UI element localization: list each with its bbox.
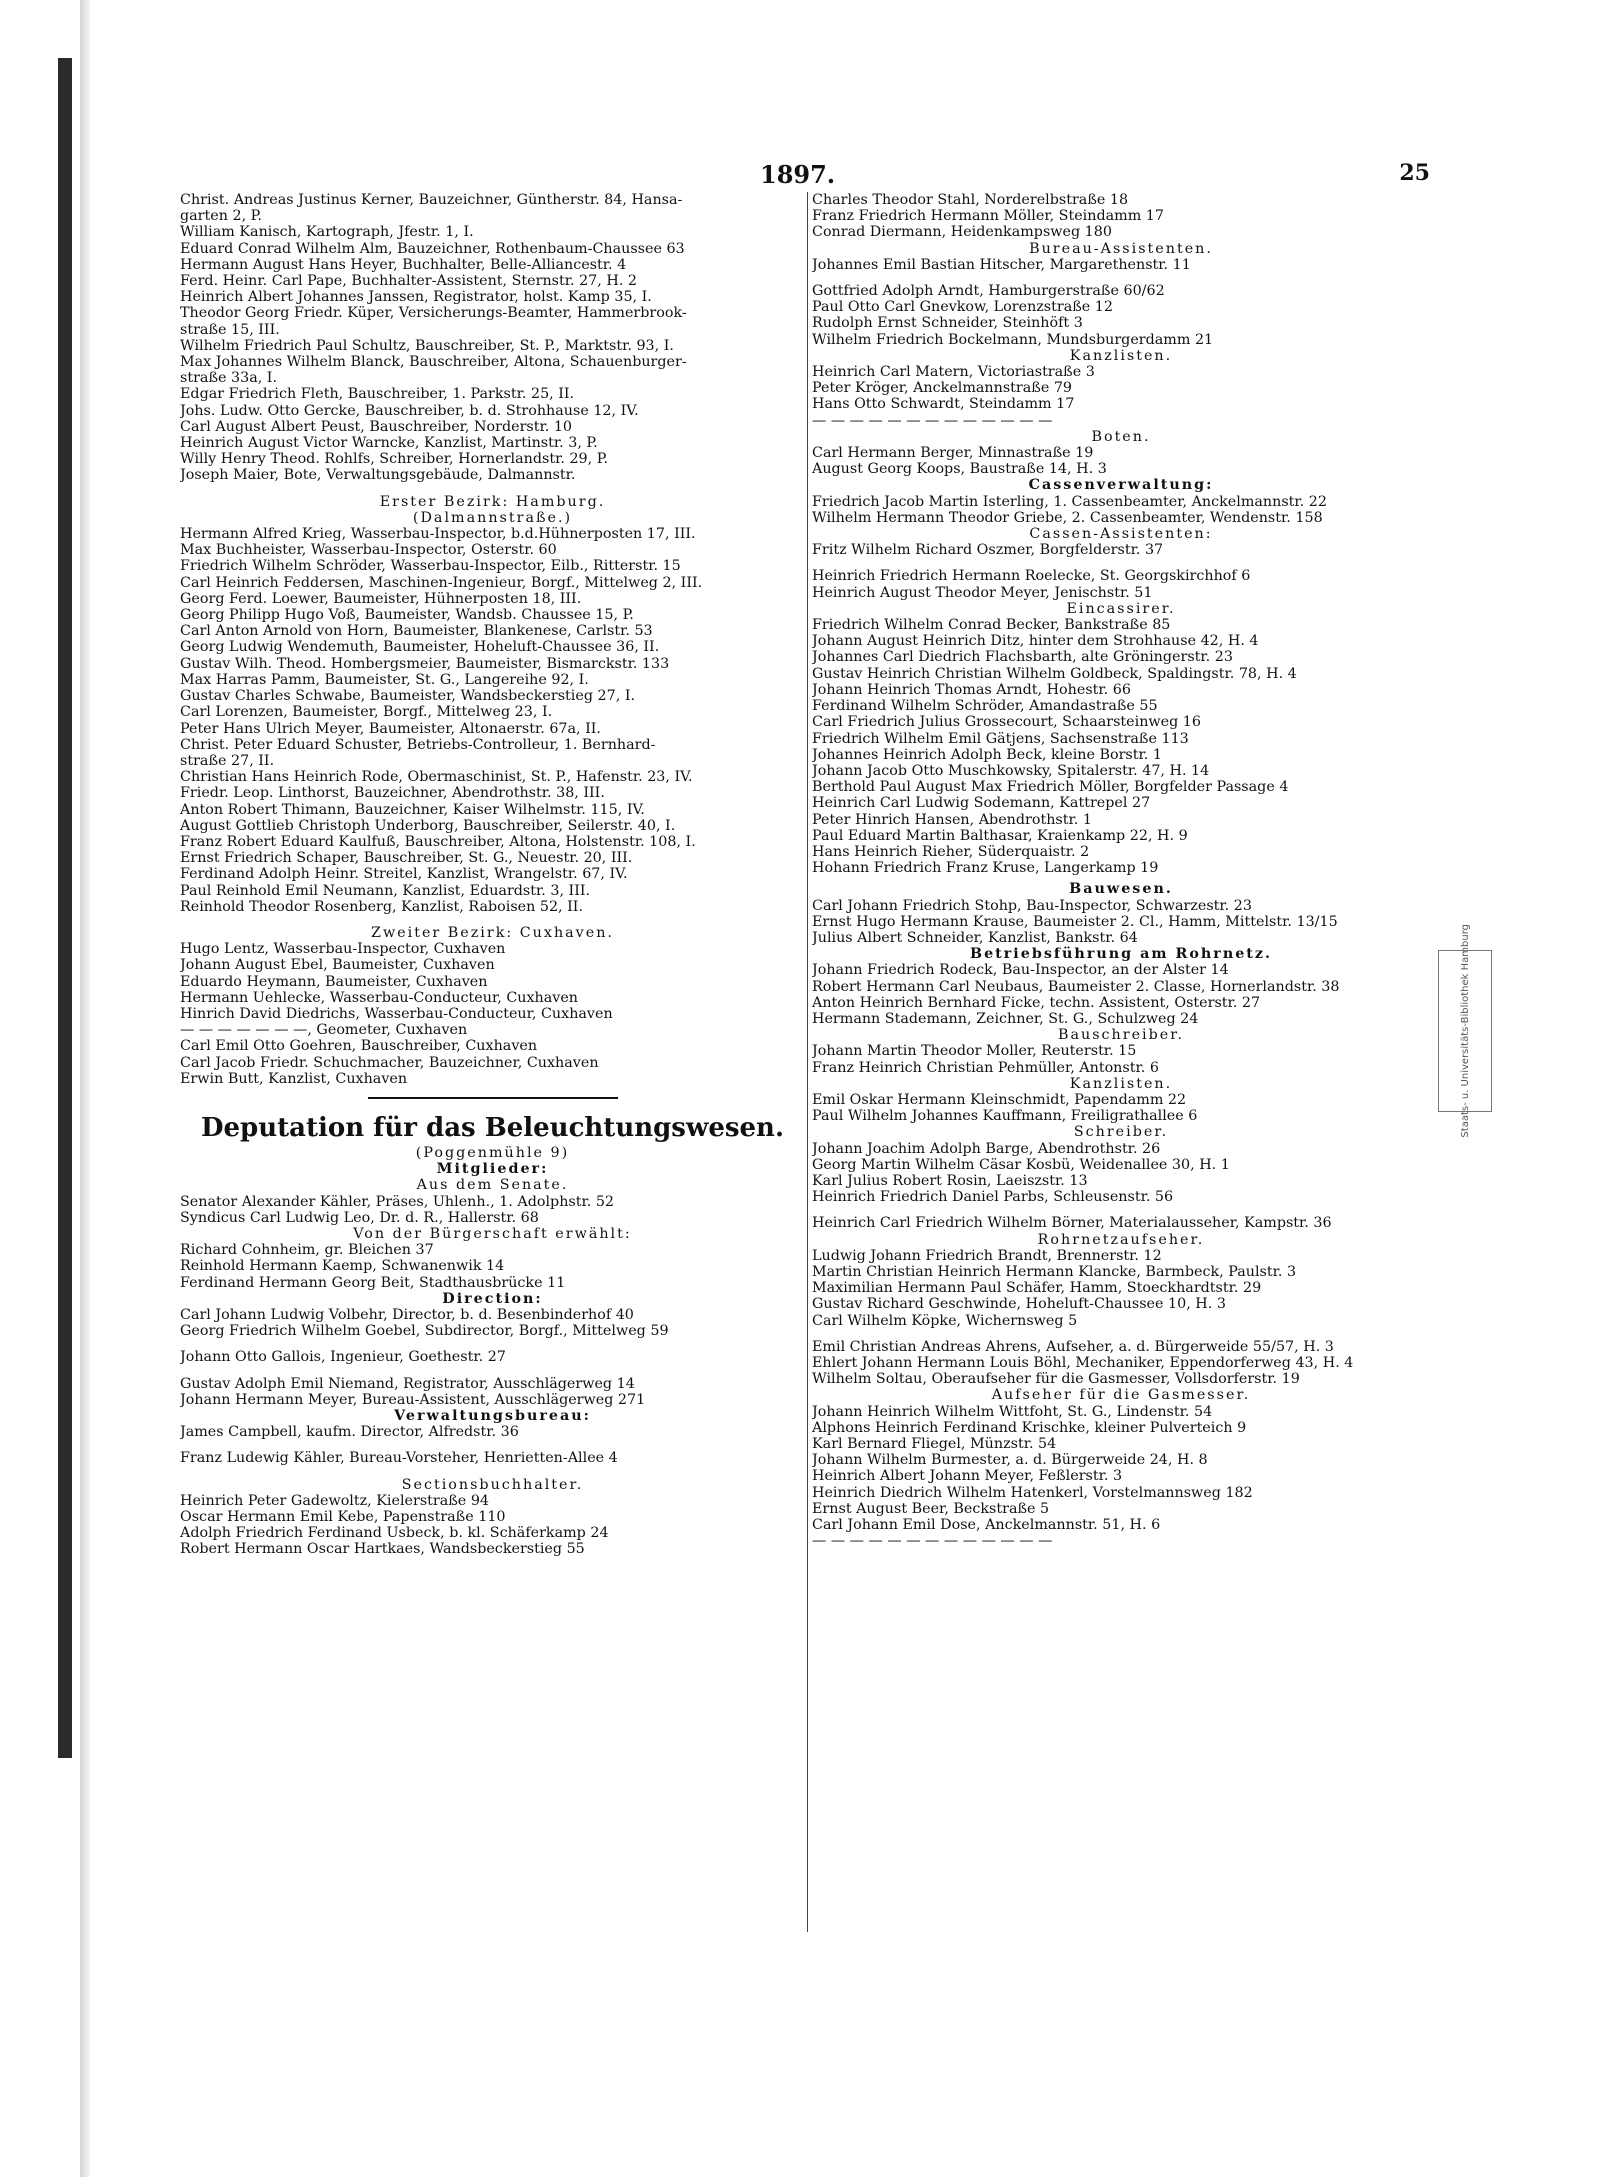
directory-entry: Carl Johann Friedrich Stohp, Bau-Inspector, Schwarzestr. 23	[812, 897, 1252, 914]
directory-entry: Wilhelm Friedrich Paul Schultz, Bauschreiber, St. P., Marktstr. 93, I.	[180, 337, 674, 354]
entry-group	[812, 962, 1430, 1027]
directory-entry: Hans Heinrich Rieher, Süderquaistr. 2	[812, 843, 1090, 860]
column-divider	[807, 192, 808, 1932]
section-heading	[180, 1408, 805, 1424]
directory-entry: Georg Ferd. Loewer, Baumeister, Hühnerposten 18, III.	[180, 590, 582, 607]
directory-entry: James Campbell, kaufm. Director, Alfredstr. 36	[180, 1424, 519, 1441]
section-heading	[812, 1076, 1430, 1092]
directory-entry: Richard Cohnheim, gr. Bleichen 37	[180, 1242, 434, 1259]
directory-entry: Wilhelm Soltau, Oberaufseher für die Gasmesser, Vollsdorferstr. 19	[812, 1371, 1300, 1388]
directory-entry: Johannes Emil Bastian Hitscher, Margarethenstr. 11	[812, 256, 1191, 273]
directory-entry: Ferdinand Hermann Georg Beit, Stadthausbrücke 11	[180, 1274, 566, 1291]
directory-entry: Friedrich Jacob Martin Isterling, 1. Cassenbeamter, Anckelmannstr. 22	[812, 493, 1327, 510]
directory-entry: Rudolph Ernst Schneider, Steinhöft 3	[812, 315, 1083, 332]
directory-entry: Ernst Friedrich Schaper, Bauschreiber, St. G., Neuestr. 20, III.	[180, 850, 633, 867]
directory-entry: Johann Heinrich Wilhelm Wittfoht, St. G., Lindenstr. 54	[812, 1403, 1213, 1420]
directory-entry: Robert Hermann Carl Neubaus, Baumeister 2. Classe, Hornerlandstr. 38	[812, 978, 1340, 995]
directory-entry: Gustav Heinrich Christian Wilhelm Goldbeck, Spaldingstr. 78, H. 4	[812, 665, 1297, 682]
section-heading-line: (Poggenmühle 9)	[415, 1144, 570, 1161]
directory-entry: — — — — — — — — — — — — —	[812, 412, 1053, 429]
page-year: 1897.	[760, 160, 836, 189]
directory-entry: Johannes Carl Diedrich Flachsbarth, alte Gröningerstr. 23	[812, 649, 1233, 666]
directory-entry: Anton Robert Thimann, Bauzeichner, Kaiser Wilhelmstr. 115, IV.	[180, 801, 645, 818]
directory-entry: Hinrich David Diedrichs, Wasserbau-Conducteur, Cuxhaven	[180, 1005, 613, 1022]
section-heading	[812, 348, 1430, 364]
directory-entry: Carl Lorenzen, Baumeister, Borgf., Mittelweg 23, I.	[180, 704, 553, 721]
directory-entry: Georg Martin Wilhelm Cäsar Kosbü, Weidenallee 30, H. 1	[812, 1156, 1230, 1173]
directory-entry: Ferd. Heinr. Carl Pape, Buchhalter-Assistent, Sternstr. 27, H. 2	[180, 273, 638, 290]
directory-entry: Edgar Friedrich Fleth, Bauschreiber, 1. Parkstr. 25, II.	[180, 386, 575, 403]
page-gutter	[80, 0, 90, 2177]
directory-entry: Oscar Hermann Emil Kebe, Papenstraße 110	[180, 1509, 506, 1526]
directory-entry: — — — — — — —, Geometer, Cuxhaven	[180, 1022, 468, 1039]
directory-entry: Ernst August Beer, Beckstraße 5	[812, 1500, 1050, 1517]
section-heading	[812, 1124, 1430, 1140]
directory-entry: Theodor Georg Friedr. Küper, Versicherungs-Beamter, Hammerbrook-	[180, 305, 687, 322]
directory-entry: Gustav Wilh. Theod. Hombergsmeier, Baumeister, Bismarckstr. 133	[180, 655, 670, 672]
entry-group	[812, 445, 1430, 477]
directory-entry: Berthold Paul August Max Friedrich Möller, Borgfelder Passage 4	[812, 779, 1289, 796]
directory-entry: Gustav Richard Geschwinde, Hoheluft-Chaussee 10, H. 3	[812, 1296, 1226, 1313]
section-gap	[812, 1205, 1430, 1215]
directory-entry: Max Johannes Wilhelm Blanck, Bauschreiber, Altona, Schauenburger-	[180, 354, 687, 371]
directory-entry: Johann August Ebel, Baumeister, Cuxhaven	[180, 957, 495, 974]
entry-group	[812, 1043, 1430, 1075]
directory-entry: Heinrich Albert Johannes Janssen, Registrator, holst. Kamp 35, I.	[180, 289, 652, 306]
directory-entry: Peter Hinrich Hansen, Abendrothstr. 1	[812, 811, 1092, 828]
section-heading-line: Kanzlisten.	[1069, 347, 1173, 364]
entry-group	[812, 1339, 1430, 1388]
section-heading-line: Boten.	[1091, 428, 1151, 445]
entry-group	[180, 1349, 805, 1365]
directory-entry: Paul Wilhelm Johannes Kauffmann, Freiligrathallee 6	[812, 1108, 1198, 1125]
section-gap	[180, 915, 805, 925]
section-heading-line: Erster Bezirk: Hamburg.	[379, 493, 606, 510]
section-heading-line: Aufseher für die Gasmesser.	[991, 1387, 1251, 1404]
section-gap	[180, 484, 805, 494]
section-heading-line: Aus dem Senate.	[416, 1177, 569, 1194]
entry-group	[180, 1307, 805, 1339]
directory-page	[180, 160, 1430, 1960]
directory-entry: Johann Heinrich Thomas Arndt, Hohestr. 66	[812, 681, 1131, 698]
directory-entry: Christ. Andreas Justinus Kerner, Bauzeichner, Güntherstr. 84, Hansa-	[180, 192, 683, 208]
entry-group	[180, 1376, 805, 1408]
directory-entry: Alphons Heinrich Ferdinand Krischke, kleiner Pulverteich 9	[812, 1419, 1247, 1436]
section-heading-line: Bauwesen.	[1069, 881, 1173, 898]
directory-entry: Karl Bernard Fliegel, Münzstr. 54	[812, 1436, 1057, 1453]
entry-group	[812, 1141, 1430, 1206]
directory-entry: Julius Albert Schneider, Kanzlist, Bankstr. 64	[812, 929, 1138, 946]
directory-entry: Carl Wilhelm Köpke, Wichernsweg 5	[812, 1312, 1078, 1329]
section-heading-line: Bauschreiber.	[1057, 1027, 1185, 1044]
section-heading	[180, 925, 805, 941]
directory-entry: Heinrich Albert Johann Meyer, Feßlerstr. 3	[812, 1468, 1123, 1485]
directory-entry: straße 15, III.	[180, 321, 280, 338]
directory-entry: Hermann Stademann, Zeichner, St. G., Schulzweg 24	[812, 1010, 1199, 1027]
directory-entry: Johann Otto Gallois, Ingenieur, Goethestr. 27	[180, 1349, 506, 1366]
directory-entry: Heinrich Peter Gadewoltz, Kielerstraße 94	[180, 1492, 490, 1509]
section-heading-line: Von der Bürgerschaft erwählt:	[353, 1225, 632, 1242]
section-heading-line: Bureau-Assistenten.	[1029, 240, 1213, 257]
section-heading	[180, 1111, 805, 1145]
directory-entry: Charles Theodor Stahl, Norderelbstraße 18	[812, 192, 1129, 208]
directory-entry: Wilhelm Hermann Theodor Griebe, 2. Cassenbeamter, Wendenstr. 158	[812, 509, 1323, 526]
directory-entry: Reinhold Theodor Rosenberg, Kanzlist, Raboisen 52, II.	[180, 898, 583, 915]
section-gap	[180, 1440, 805, 1450]
directory-entry: Eduard Conrad Wilhelm Alm, Bauzeichner, Rothenbaum-Chaussee 63	[180, 240, 685, 257]
left-column	[180, 192, 805, 1558]
directory-entry: Heinrich August Victor Warncke, Kanzlist, Martinstr. 3, P.	[180, 435, 598, 452]
section-heading	[180, 1177, 805, 1193]
directory-entry: Ernst Hugo Hermann Krause, Baumeister 2. Cl., Hamm, Mittelstr. 13/15	[812, 913, 1338, 930]
directory-entry: garten 2, P.	[180, 208, 262, 225]
directory-entry: Friedrich Wilhelm Conrad Becker, Bankstraße 85	[812, 617, 1171, 634]
entry-group	[180, 192, 805, 484]
directory-entry: Adolph Friedrich Ferdinand Usbeck, b. kl. Schäferkamp 24	[180, 1525, 609, 1542]
section-heading	[812, 241, 1430, 257]
directory-entry: Gustav Charles Schwabe, Baumeister, Wandsbeckerstieg 27, I.	[180, 688, 636, 705]
directory-entry: Hermann August Hans Heyer, Buchhalter, Belle-Alliancestr. 4	[180, 256, 627, 273]
entry-group	[180, 1194, 805, 1226]
directory-entry: Carl Jacob Friedr. Schuchmacher, Bauzeichner, Cuxhaven	[180, 1054, 599, 1071]
directory-entry: Wilhelm Friedrich Bockelmann, Mundsburgerdamm 21	[812, 331, 1214, 348]
entry-group	[812, 617, 1430, 876]
section-heading-line: Zweiter Bezirk: Cuxhaven.	[371, 924, 614, 941]
section-heading-line: Sectionsbuchhalter.	[401, 1476, 584, 1493]
directory-entry: Hans Otto Schwardt, Steindamm 17	[812, 396, 1075, 413]
directory-entry: Georg Philipp Hugo Voß, Baumeister, Wandsb. Chaussee 15, P.	[180, 607, 634, 624]
section-heading	[812, 1232, 1430, 1248]
directory-entry: Peter Hans Ulrich Meyer, Baumeister, Altonaerstr. 67a, II.	[180, 720, 601, 737]
directory-entry: Ludwig Johann Friedrich Brandt, Brennerstr. 12	[812, 1247, 1162, 1264]
directory-entry: Heinrich Diedrich Wilhelm Hatenkerl, Vorstelmannsweg 182	[812, 1484, 1253, 1501]
entry-group	[180, 526, 805, 915]
section-heading-line: Direction:	[442, 1290, 543, 1307]
directory-entry: Emil Christian Andreas Ahrens, Aufseher, a. d. Bürgerweide 55/57, H. 3	[812, 1338, 1334, 1355]
directory-entry: Carl Johann Emil Dose, Anckelmannstr. 51, H. 6	[812, 1517, 1161, 1534]
directory-entry: Hohann Friedrich Franz Kruse, Langerkamp 19	[812, 860, 1159, 877]
directory-entry: Friedrich Wilhelm Schröder, Wasserbau-Inspector, Eilb., Ritterstr. 15	[180, 558, 681, 575]
directory-entry: Ehlert Johann Hermann Louis Böhl, Mechaniker, Eppendorferweg 43, H. 4	[812, 1355, 1354, 1372]
directory-entry: Carl Johann Ludwig Volbehr, Director, b. d. Besenbinderhof 40	[180, 1307, 634, 1323]
directory-entry: Johann Joachim Adolph Barge, Abendrothstr. 26	[812, 1140, 1161, 1157]
entry-group	[812, 1248, 1430, 1329]
directory-entry: Ferdinand Adolph Heinr. Streitel, Kanzlist, Wrangelstr. 67, IV.	[180, 866, 628, 883]
directory-entry: Heinrich Friedrich Hermann Roelecke, St. Georgskirchhof 6	[812, 568, 1251, 585]
directory-entry: August Gottlieb Christoph Underborg, Bauschreiber, Seilerstr. 40, I.	[180, 817, 676, 834]
section-heading-line: Betriebsführung am Rohrnetz.	[969, 946, 1273, 963]
section-heading-line: Cassen-Assistenten:	[1029, 526, 1213, 543]
directory-entry: Friedr. Leop. Linthorst, Bauzeichner, Abendrothstr. 38, III.	[180, 785, 605, 802]
directory-entry: Anton Heinrich Bernhard Ficke, techn. Assistent, Osterstr. 27	[812, 994, 1261, 1011]
entry-group	[180, 941, 805, 1087]
scan-edge	[58, 58, 72, 1758]
directory-entry: Christ. Peter Eduard Schuster, Betriebs-Controlleur, 1. Bernhard-	[180, 736, 656, 753]
library-stamp	[1438, 924, 1492, 1138]
directory-entry: Hermann Alfred Krieg, Wasserbau-Inspector, b.d.Hühnerposten 17, III.	[180, 526, 696, 543]
directory-entry: Senator Alexander Kähler, Präses, Uhlenh., 1. Adolphstr. 52	[180, 1193, 615, 1210]
entry-group	[812, 542, 1430, 558]
directory-entry: Max Buchheister, Wasserbau-Inspector, Osterstr. 60	[180, 542, 557, 559]
section-gap	[180, 1366, 805, 1376]
directory-entry: Johann August Heinrich Ditz, hinter dem Strohhause 42, H. 4	[812, 633, 1259, 650]
directory-entry: Martin Christian Heinrich Hermann Klancke, Barmbeck, Paulstr. 3	[812, 1264, 1297, 1280]
entry-group	[812, 898, 1430, 947]
directory-entry: William Kanisch, Kartograph, Jfestr. 1, I.	[180, 224, 474, 241]
section-heading-line: Eincassirer.	[1066, 600, 1176, 617]
deputation-title: Deputation für das Beleuchtungswesen.	[200, 1112, 785, 1143]
right-column	[812, 192, 1430, 1549]
entry-group	[812, 568, 1430, 600]
directory-entry: Friedrich Wilhelm Emil Gätjens, Sachsenstraße 113	[812, 730, 1189, 747]
directory-entry: Johann Friedrich Rodeck, Bau-Inspector, an der Alster 14	[812, 962, 1229, 979]
section-gap	[180, 1339, 805, 1349]
directory-entry: Paul Otto Carl Gnevkow, Lorenzstraße 12	[812, 299, 1113, 316]
entry-group	[812, 283, 1430, 348]
entry-group	[812, 192, 1430, 241]
directory-entry: straße 27, II.	[180, 752, 275, 769]
section-gap	[180, 1467, 805, 1477]
directory-entry: Carl August Albert Peust, Bauschreiber, Norderstr. 10	[180, 418, 573, 435]
directory-entry: Johann Hermann Meyer, Bureau-Assistent, Ausschlägerweg 271	[180, 1391, 646, 1408]
directory-entry: Heinrich Carl Ludwig Sodemann, Kattrepel 27	[812, 795, 1151, 812]
directory-entry: Conrad Diermann, Heidenkampsweg 180	[812, 224, 1112, 241]
section-heading-line: (Dalmannstraße.)	[412, 509, 573, 526]
section-heading-line: Mitglieder:	[436, 1161, 549, 1178]
section-heading	[812, 601, 1430, 617]
directory-entry: Johann Wilhelm Burmester, a. d. Bürgerweide 24, H. 8	[812, 1452, 1208, 1469]
directory-entry: Maximilian Hermann Paul Schäfer, Hamm, Stoeckhardtstr. 29	[812, 1280, 1262, 1297]
entry-group	[812, 1092, 1430, 1124]
section-heading	[180, 1291, 805, 1307]
section-heading	[812, 1027, 1430, 1043]
section-heading-line: Verwaltungsbureau:	[394, 1408, 591, 1425]
section-heading	[180, 1145, 805, 1161]
directory-entry: Franz Friedrich Hermann Möller, Steindamm 17	[812, 208, 1164, 225]
section-heading	[180, 1161, 805, 1177]
directory-entry: Hugo Lentz, Wasserbau-Inspector, Cuxhaven	[180, 941, 506, 958]
directory-entry: Paul Eduard Martin Balthasar, Kraienkamp 22, H. 9	[812, 827, 1188, 844]
directory-entry: Franz Ludewig Kähler, Bureau-Vorsteher, Henrietten-Allee 4	[180, 1450, 618, 1467]
directory-entry: Heinrich Friedrich Daniel Parbs, Schleusenstr. 56	[812, 1189, 1174, 1206]
directory-entry: Syndicus Carl Ludwig Leo, Dr. d. R., Hallerstr. 68	[180, 1209, 539, 1226]
entry-group	[180, 1242, 805, 1291]
directory-entry: Heinrich Carl Friedrich Wilhelm Börner, Materialausseher, Kampstr. 36	[812, 1215, 1332, 1232]
entry-group	[180, 1450, 805, 1466]
directory-entry: Gustav Adolph Emil Niemand, Registrator, Ausschlägerweg 14	[180, 1375, 635, 1392]
directory-entry: Robert Hermann Oscar Hartkaes, Wandsbeckerstieg 55	[180, 1541, 585, 1558]
directory-entry: Carl Friedrich Julius Grossecourt, Schaarsteinweg 16	[812, 714, 1201, 731]
entry-group	[812, 257, 1430, 273]
section-gap	[812, 1329, 1430, 1339]
directory-entry: Eduardo Heymann, Baumeister, Cuxhaven	[180, 973, 488, 990]
directory-entry: Christian Hans Heinrich Rode, Obermaschinist, St. P., Hafenstr. 23, IV.	[180, 769, 693, 786]
page-header	[180, 160, 1430, 190]
entry-group	[812, 364, 1430, 429]
directory-entry: Willy Henry Theod. Rohlfs, Schreiber, Hornerlandstr. 29, P.	[180, 451, 608, 468]
directory-entry: Georg Friedrich Wilhelm Goebel, Subdirector, Borgf., Mittelweg 59	[180, 1323, 669, 1340]
section-rule	[368, 1097, 618, 1099]
directory-entry: Carl Hermann Berger, Minnastraße 19	[812, 445, 1094, 462]
section-heading-line: Rohrnetzaufseher.	[1037, 1231, 1205, 1248]
directory-entry: August Georg Koops, Baustraße 14, H. 3	[812, 461, 1107, 478]
directory-entry: Erwin Butt, Kanzlist, Cuxhaven	[180, 1070, 408, 1087]
directory-entry: Carl Anton Arnold von Horn, Baumeister, Blankenese, Carlstr. 53	[180, 623, 653, 640]
directory-entry: Johannes Heinrich Adolph Beck, kleine Borstr. 1	[812, 746, 1162, 763]
section-heading	[812, 1387, 1430, 1403]
section-heading	[180, 1477, 805, 1493]
directory-entry: straße 33a, I.	[180, 370, 277, 387]
directory-entry: Karl Julius Robert Rosin, Laeiszstr. 13	[812, 1172, 1088, 1189]
directory-entry: Ferdinand Wilhelm Schröder, Amandastraße 55	[812, 698, 1158, 715]
directory-entry: Johs. Ludw. Otto Gercke, Bauschreiber, b. d. Strohhause 12, IV.	[180, 402, 639, 419]
entry-group	[812, 1215, 1430, 1231]
directory-entry: Carl Emil Otto Goehren, Bauschreiber, Cuxhaven	[180, 1038, 538, 1055]
section-heading-line: Schreiber.	[1073, 1124, 1169, 1141]
directory-entry: Heinrich August Theodor Meyer, Jenischstr. 51	[812, 584, 1153, 601]
directory-entry: Reinhold Hermann Kaemp, Schwanenwik 14	[180, 1258, 505, 1275]
section-heading	[812, 429, 1430, 445]
library-stamp-text: Staats- u. Universitäts-Bibliothek Hamburg	[1459, 924, 1471, 1138]
entry-group	[812, 494, 1430, 526]
section-heading-line: Kanzlisten.	[1069, 1075, 1173, 1092]
entry-group	[812, 1404, 1430, 1550]
directory-entry: — — — — — — — — — — — — —	[812, 1533, 1053, 1550]
directory-entry: Max Harras Pamm, Baumeister, St. G., Langereihe 92, I.	[180, 671, 589, 688]
entry-group	[180, 1493, 805, 1558]
directory-entry: Heinrich Carl Matern, Victoriastraße 3	[812, 364, 1095, 381]
directory-entry: Paul Reinhold Emil Neumann, Kanzlist, Eduardstr. 3, III.	[180, 882, 591, 899]
directory-entry: Franz Robert Eduard Kaulfuß, Bauschreiber, Altona, Holstenstr. 108, I.	[180, 833, 696, 850]
section-heading	[180, 494, 805, 526]
section-heading	[812, 526, 1430, 542]
section-gap	[812, 558, 1430, 568]
section-heading	[812, 881, 1430, 897]
directory-entry: Gottfried Adolph Arndt, Hamburgerstraße 60/62	[812, 283, 1165, 300]
directory-entry: Joseph Maier, Bote, Verwaltungsgebäude, Dalmannstr.	[180, 467, 576, 484]
section-heading	[812, 946, 1430, 962]
directory-entry: Emil Oskar Hermann Kleinschmidt, Papendamm 22	[812, 1091, 1187, 1108]
section-heading-line: Cassenverwaltung:	[1028, 477, 1214, 494]
page-number: 25	[1399, 160, 1430, 186]
section-heading	[812, 477, 1430, 493]
directory-entry: Johann Jacob Otto Muschkowsky, Spitalerstr. 47, H. 14	[812, 762, 1210, 779]
directory-entry: Fritz Wilhelm Richard Oszmer, Borgfelderstr. 37	[812, 542, 1164, 559]
directory-entry: Franz Heinrich Christian Pehmüller, Antonstr. 6	[812, 1059, 1159, 1076]
directory-entry: Hermann Uehlecke, Wasserbau-Conducteur, Cuxhaven	[180, 989, 579, 1006]
section-heading	[180, 1226, 805, 1242]
directory-entry: Georg Ludwig Wendemuth, Baumeister, Hoheluft-Chaussee 36, II.	[180, 639, 660, 656]
entry-group	[180, 1424, 805, 1440]
directory-entry: Carl Heinrich Feddersen, Maschinen-Ingenieur, Borgf., Mittelweg 2, III.	[180, 574, 703, 591]
section-gap	[812, 273, 1430, 283]
directory-entry: Johann Martin Theodor Moller, Reuterstr. 15	[812, 1043, 1137, 1060]
directory-entry: Peter Kröger, Anckelmannstraße 79	[812, 380, 1073, 397]
